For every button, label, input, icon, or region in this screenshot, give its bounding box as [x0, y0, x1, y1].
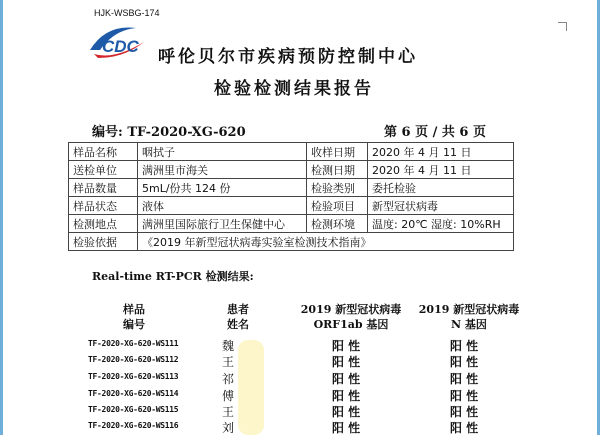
- column-header-text: 患者 姓名: [227, 303, 249, 331]
- n-gene-result: 阳 性: [450, 339, 479, 353]
- info-cell: 咽拭子: [138, 143, 307, 161]
- info-cell: 收样日期: [307, 143, 368, 161]
- info-cell: 液体: [138, 197, 307, 215]
- n-gene-result: 阳 性: [450, 421, 479, 435]
- n-gene-result: 阳 性: [450, 405, 479, 419]
- column-header-text: 2019 新型冠状病毒 N 基因: [418, 303, 520, 331]
- sample-id: TF-2020-XG-620-WS114: [88, 389, 179, 398]
- info-cell: 《2019 年新型冠状病毒实验室检测技术指南》: [138, 233, 514, 251]
- sample-id: TF-2020-XG-620-WS111: [88, 339, 179, 348]
- info-cell: 检验类别: [307, 179, 368, 197]
- n-gene-result: 阳 性: [450, 389, 479, 403]
- orf1ab-result: 阳 性: [332, 389, 361, 403]
- orf1ab-result: 阳 性: [332, 405, 361, 419]
- report-title: 检验检测结果报告: [214, 79, 374, 99]
- result-heading: Real-time RT-PCR 检测结果:: [92, 270, 254, 283]
- info-cell: 检验项目: [307, 197, 368, 215]
- n-gene-result: 阳 性: [450, 355, 479, 369]
- n-gene-result: 阳 性: [450, 372, 479, 386]
- sample-info-table: [68, 142, 514, 251]
- info-cell: 2020 年 4 月 11 日: [368, 143, 514, 161]
- info-cell: 满洲里市海关: [138, 161, 307, 179]
- column-header-text: 样品 编号: [123, 303, 145, 331]
- info-cell: 送检单位: [69, 161, 138, 179]
- form-code: HJK-WSBG-174: [94, 8, 160, 18]
- info-cell: 样品数量: [69, 179, 138, 197]
- result-row: [0, 387, 600, 403]
- info-cell: 样品名称: [69, 143, 138, 161]
- orf1ab-result: 阳 性: [332, 355, 361, 369]
- result-row: [0, 370, 600, 386]
- column-header-n-gene: [414, 302, 524, 332]
- orf1ab-result: 阳 性: [332, 421, 361, 435]
- patient-name: 王: [222, 405, 235, 419]
- column-header-text: 2019 新型冠状病毒 ORF1ab 基因: [300, 303, 402, 331]
- info-row-basis: [69, 233, 514, 251]
- result-row: [0, 419, 600, 435]
- patient-name: 刘: [222, 421, 235, 435]
- name-redaction-overlay: [238, 340, 264, 435]
- cdc-logo-icon: [84, 20, 154, 64]
- patient-name: 祁: [222, 372, 235, 386]
- sample-id: TF-2020-XG-620-WS116: [88, 421, 179, 430]
- orf1ab-result: 阳 性: [332, 339, 361, 353]
- column-header-orf1ab: [296, 302, 406, 332]
- info-row: [69, 161, 514, 179]
- sample-id: TF-2020-XG-620-WS112: [88, 355, 179, 364]
- info-cell: 检测环境: [307, 215, 368, 233]
- column-header-sample-id: [104, 302, 164, 332]
- info-cell: 温度: 20℃ 湿度: 10%RH: [368, 215, 514, 233]
- org-name: 呼伦贝尔市疾病预防控制中心: [158, 47, 418, 67]
- info-row: [69, 215, 514, 233]
- info-cell: 新型冠状病毒: [368, 197, 514, 215]
- column-header-patient-name: [218, 302, 258, 332]
- sample-id: TF-2020-XG-620-WS113: [88, 372, 179, 381]
- info-cell: 检测日期: [307, 161, 368, 179]
- info-cell: 2020 年 4 月 11 日: [368, 161, 514, 179]
- result-row: [0, 353, 600, 369]
- info-row: [69, 197, 514, 215]
- result-row: [0, 403, 600, 419]
- info-cell: 检测地点: [69, 215, 138, 233]
- report-number: 编号: TF-2020-XG-620: [92, 125, 246, 140]
- logo-text: CDC: [102, 37, 139, 56]
- patient-name: 魏: [222, 339, 235, 353]
- page-info: 第 6 页 / 共 6 页: [384, 125, 486, 140]
- info-cell: 5mL/份共 124 份: [138, 179, 307, 197]
- sample-id: TF-2020-XG-620-WS115: [88, 405, 179, 414]
- info-cell: 检验依据: [69, 233, 138, 251]
- info-cell: 满洲里国际旅行卫生保健中心: [138, 215, 307, 233]
- patient-name: 傅: [222, 389, 235, 403]
- info-cell: 委托检验: [368, 179, 514, 197]
- info-row: [69, 179, 514, 197]
- result-row: [0, 337, 600, 353]
- info-row: [69, 143, 514, 161]
- info-cell: 样品状态: [69, 197, 138, 215]
- page-corner-mark: [558, 22, 567, 31]
- patient-name: 王: [222, 355, 235, 369]
- orf1ab-result: 阳 性: [332, 372, 361, 386]
